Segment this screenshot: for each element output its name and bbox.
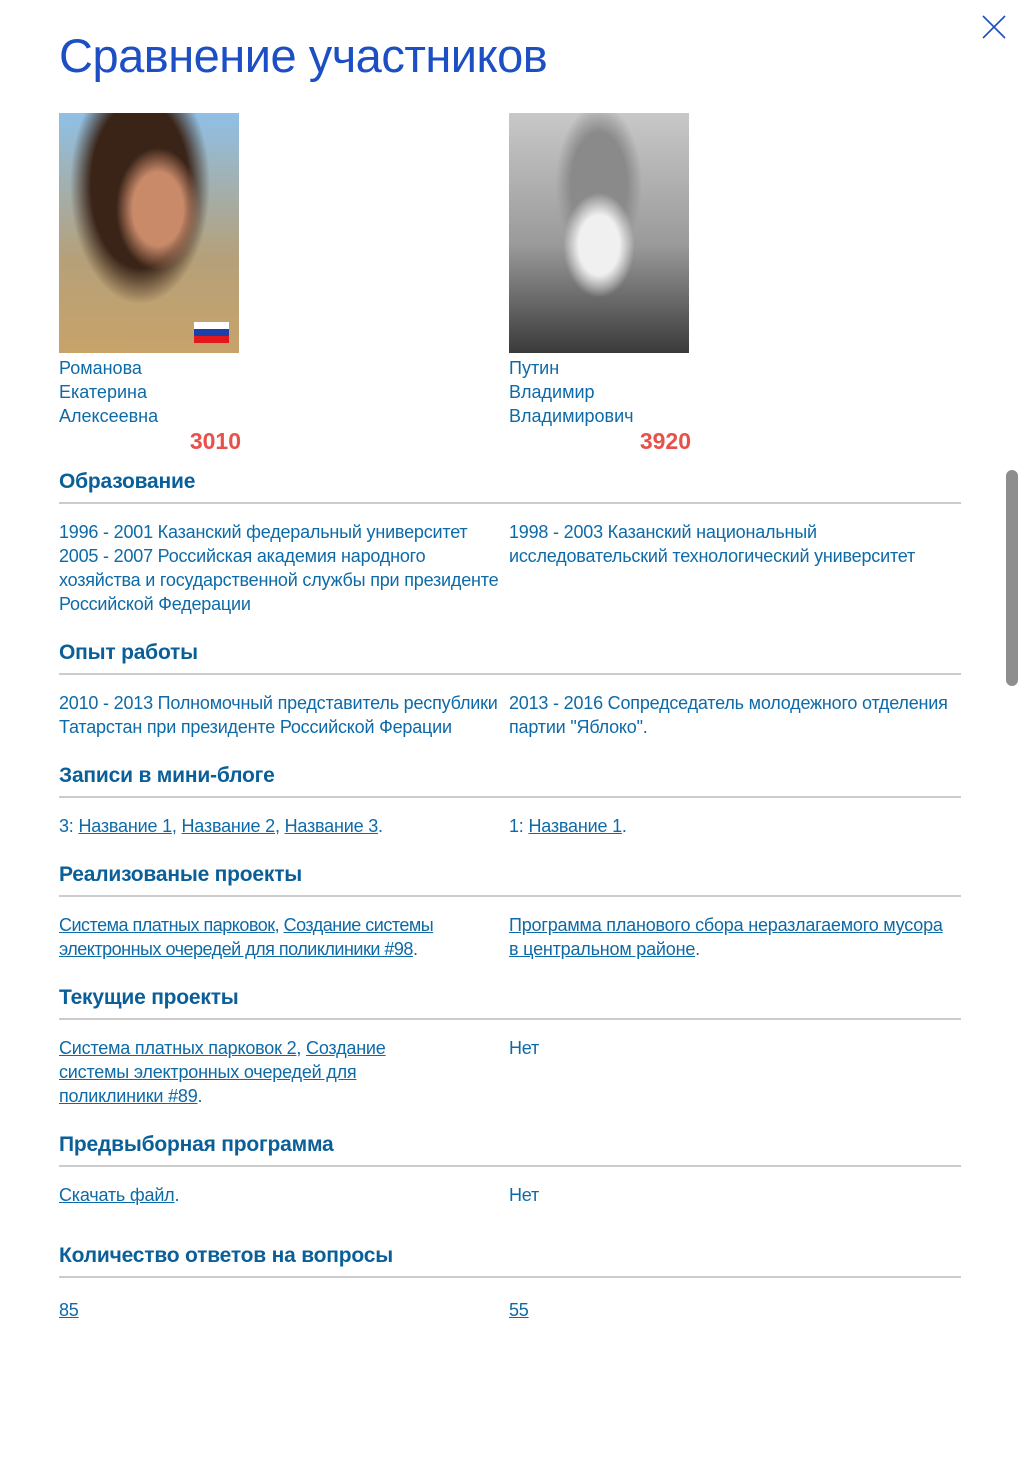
russia-flag-icon xyxy=(194,322,229,343)
project-link[interactable]: Создание системы электронных очередей для поликлиники #89 xyxy=(59,1038,386,1106)
comparison-table xyxy=(59,470,961,1322)
divider xyxy=(59,1276,961,1278)
section-heading: Реализованые проекты xyxy=(59,863,303,886)
no-projects-text: Нет xyxy=(509,1038,540,1058)
section-heading: Записи в мини-блоге xyxy=(59,764,275,787)
education-entry: 1996 - 2001 Казанский федеральный университет xyxy=(59,522,468,542)
project-link[interactable]: Программа планового сбора неразлагаемого мусора в центральном районе xyxy=(509,915,943,959)
section-education xyxy=(59,470,961,616)
divider xyxy=(59,895,961,897)
divider xyxy=(59,796,961,798)
candidate-score: 3920 xyxy=(639,428,691,454)
no-program-text: Нет xyxy=(509,1185,540,1205)
section-heading: Текущие проекты xyxy=(59,986,239,1009)
answers-count-link[interactable]: 85 xyxy=(59,1300,79,1320)
candidate-patronymic: Владимирович xyxy=(509,406,634,426)
experience-entry: 2010 - 2013 Полномочный представитель республики Татарстан при президенте Российской Ферации xyxy=(59,693,498,737)
blog-count: 3: xyxy=(59,816,74,836)
divider xyxy=(59,502,961,504)
blog-count: 1: xyxy=(509,816,524,836)
candidate-card xyxy=(509,113,699,454)
education-entry: 1998 - 2003 Казанский национальный исследовательский технологический университет xyxy=(509,522,916,566)
candidate-card xyxy=(59,113,249,454)
blog-post-link[interactable]: Название 2 xyxy=(181,816,275,836)
section-heading: Опыт работы xyxy=(59,641,198,664)
candidate-surname: Романова xyxy=(59,358,142,378)
section-blog: Записи в мини-блоге 3: Название 1, Название 2, Название 3. 1: Название 1. xyxy=(59,764,961,838)
candidate-name: Екатерина xyxy=(59,382,147,402)
divider xyxy=(59,1018,961,1020)
divider xyxy=(59,1165,961,1167)
project-link[interactable]: Создание системы электронных очередей для поликлиники #98 xyxy=(59,915,434,959)
close-icon[interactable] xyxy=(980,13,1008,41)
blog-post-link[interactable]: Название 1 xyxy=(78,816,172,836)
section-program: Предвыборная программа Скачать файл. Нет xyxy=(59,1133,961,1207)
candidate-photo xyxy=(509,113,689,353)
candidate-surname: Путин xyxy=(509,358,560,378)
candidate-name: Владимир xyxy=(509,382,595,402)
section-answers xyxy=(59,1244,961,1322)
education-entry: 2005 - 2007 Российская академия народного хозяйства и государственной службы при президенте Российской Федерации xyxy=(59,546,499,614)
download-file-link[interactable]: Скачать файл xyxy=(59,1185,175,1205)
scrollbar[interactable] xyxy=(1006,470,1018,686)
candidate-photo xyxy=(59,113,239,353)
section-heading: Образование xyxy=(59,470,196,493)
section-experience xyxy=(59,641,961,739)
section-current-projects: Текущие проекты Система платных парковок 2, Создание системы электронных очередей для поликлиники #89. Нет xyxy=(59,986,961,1108)
section-heading: Количество ответов на вопросы xyxy=(59,1244,393,1267)
page-title: Сравнение участников xyxy=(59,29,548,82)
candidate-score: 3010 xyxy=(189,428,241,454)
project-link[interactable]: Система платных парковок 2 xyxy=(59,1038,297,1058)
candidate-patronymic: Алексеевна xyxy=(59,406,159,426)
blog-post-link[interactable]: Название 3 xyxy=(284,816,379,836)
section-heading: Предвыборная программа xyxy=(59,1133,334,1156)
answers-count-link[interactable]: 55 xyxy=(509,1300,529,1320)
section-completed-projects: Реализованые проекты Система платных парковок, Создание системы электронных очередей для поликлиники #98. Программа планового сбора неразлагаемого мусора в центральном районе. xyxy=(59,863,961,961)
divider xyxy=(59,673,961,675)
blog-post-link[interactable]: Название 1 xyxy=(528,816,622,836)
experience-entry: 2013 - 2016 Сопредседатель молодежного отделения партии "Яблоко". xyxy=(509,693,948,737)
project-link[interactable]: Система платных парковок xyxy=(59,915,275,935)
